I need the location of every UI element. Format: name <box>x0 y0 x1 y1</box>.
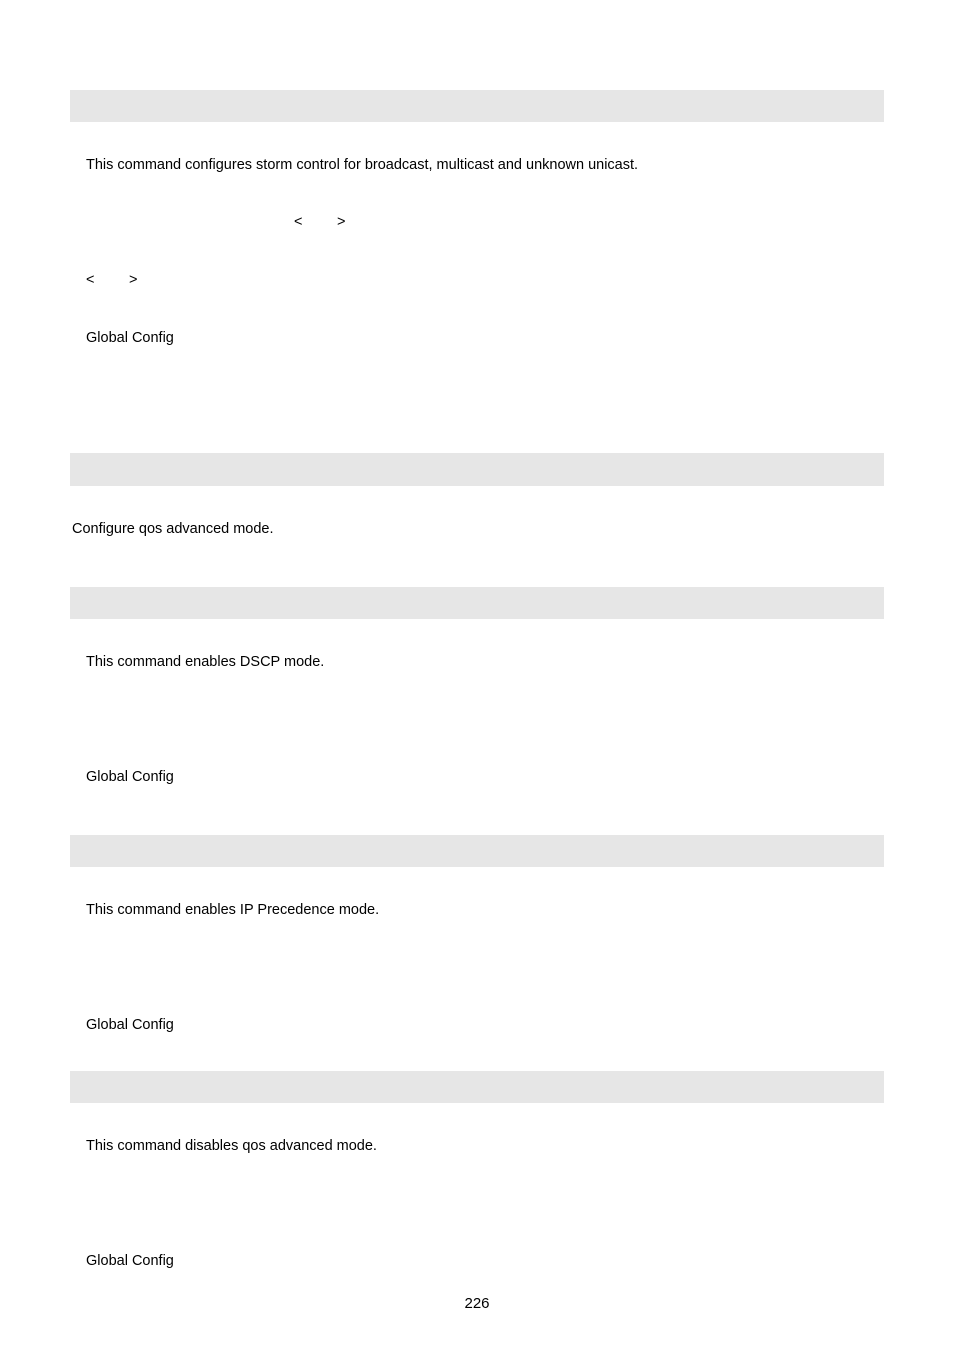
default-greater-than: > <box>129 272 138 288</box>
command-header-bar <box>70 90 884 122</box>
command-mode: Global Config <box>86 769 174 785</box>
command-description: This command enables IP Precedence mode. <box>86 902 380 918</box>
command-header-bar <box>70 835 884 867</box>
command-mode: Global Config <box>86 330 174 346</box>
command-header-bar <box>70 587 884 619</box>
page-number: 226 <box>464 1295 490 1312</box>
syntax-less-than: < <box>294 214 303 230</box>
section-header-bar <box>70 453 884 486</box>
command-header-bar <box>70 1071 884 1103</box>
command-description: This command disables qos advanced mode. <box>86 1138 377 1154</box>
command-description: This command configures storm control for broadcast, multicast and unknown unicast. <box>86 157 639 173</box>
section-description: Configure qos advanced mode. <box>72 521 274 537</box>
command-mode: Global Config <box>86 1253 174 1269</box>
default-less-than: < <box>86 272 95 288</box>
command-mode: Global Config <box>86 1017 174 1033</box>
syntax-greater-than: > <box>337 214 346 230</box>
command-description: This command enables DSCP mode. <box>86 654 325 670</box>
